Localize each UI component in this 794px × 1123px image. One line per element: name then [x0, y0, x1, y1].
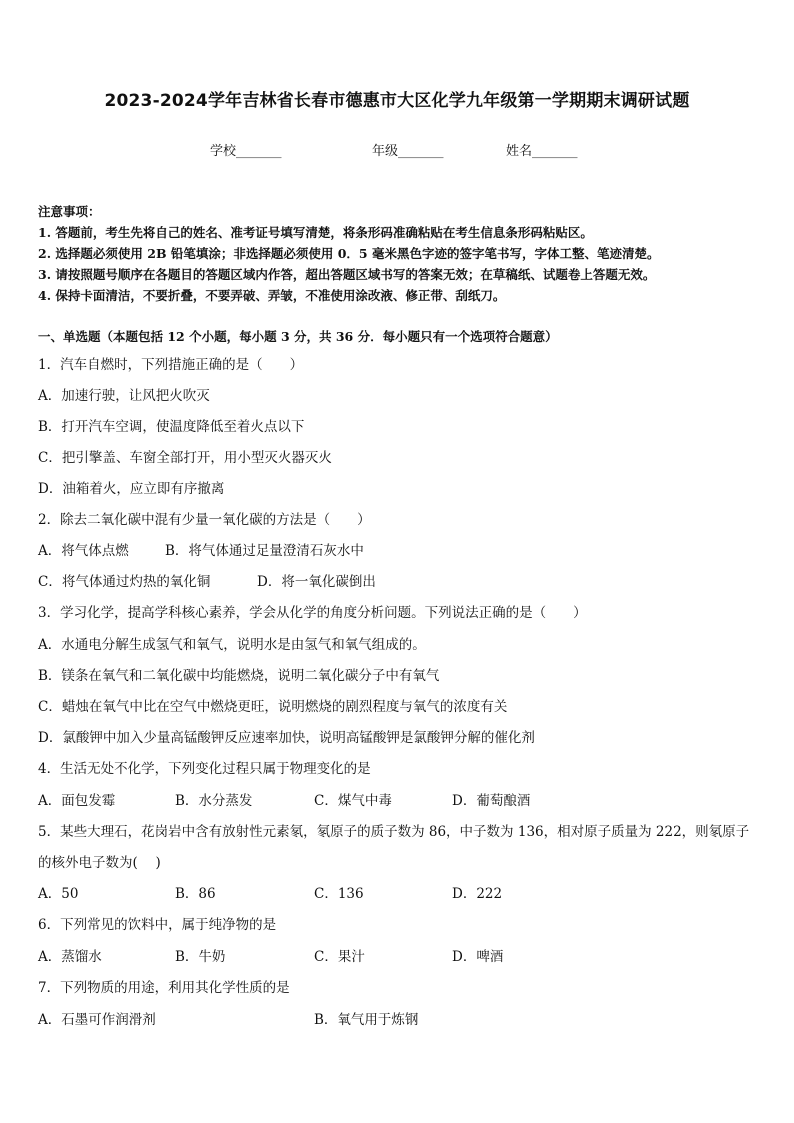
- question-2-option-d: D．将一氧化碳倒出: [257, 574, 376, 590]
- question-6-option-c: C．果汁: [314, 949, 365, 965]
- question-5-option-c: C．136: [314, 886, 364, 902]
- question-4-option-c: C．煤气中毒: [314, 793, 392, 809]
- question-4-option-d: D．葡萄酿酒: [452, 793, 531, 809]
- question-1-stem: 1．汽车自燃时，下列措施正确的是（ ）: [38, 357, 304, 373]
- question-4-option-a: A．面包发霉: [38, 793, 116, 809]
- question-3-option-d: D．氯酸钾中加入少量高锰酸钾反应速率加快，说明高锰酸钾是氯酸钾分解的催化剂: [38, 730, 535, 746]
- question-6-option-d: D．啤酒: [452, 949, 504, 965]
- name-field: 姓名_______: [506, 144, 578, 159]
- question-5-stem-line-2: 的核外电子数为( ): [38, 855, 161, 871]
- question-3-option-a: A．水通电分解生成氢气和氧气，说明水是由氢气和氧气组成的。: [38, 637, 426, 653]
- notice-item-4: 4. 保持卡面清洁，不要折叠，不要弄破、弄皱，不准使用涂改液、修正带、刮纸刀。: [38, 288, 506, 303]
- question-5-stem-line-1: 5．某些大理石，花岗岩中含有放射性元素氡，氡原子的质子数为 86，中子数为 136，相对原子质量为 222，则氡原子: [38, 824, 750, 840]
- section-title: 一、单选题（本题包括 12 个小题，每小题 3 分，共 36 分．每小题只有一个选项符合题意）: [38, 329, 558, 344]
- grade-field: 年级_______: [372, 144, 444, 159]
- question-2-stem: 2．除去二氧化碳中混有少量一氧化碳的方法是（ ）: [38, 512, 371, 528]
- question-4-stem: 4．生活无处不化学，下列变化过程只属于物理变化的是: [38, 761, 371, 777]
- question-1-option-c: C．把引擎盖、车窗全部打开，用小型灭火器灭火: [38, 450, 332, 466]
- question-1-option-b: B．打开汽车空调，使温度降低至着火点以下: [38, 419, 305, 435]
- question-7-option-b: B．氧气用于炼钢: [314, 1012, 419, 1028]
- question-6-option-a: A．蒸馏水: [38, 949, 102, 965]
- notice-heading: 注意事项：: [38, 204, 101, 219]
- question-6-stem: 6．下列常见的饮料中，属于纯净物的是: [38, 917, 277, 933]
- question-4-option-b: B．水分蒸发: [175, 793, 253, 809]
- question-1-option-d: D．油箱着火，应立即有序撤离: [38, 481, 225, 497]
- notice-item-1: 1. 答题前，考生先将自己的姓名、准考证号填写清楚，将条形码准确粘贴在考生信息条形码粘贴区。: [38, 225, 593, 240]
- question-6-option-b: B．牛奶: [175, 949, 226, 965]
- notice-item-2: 2. 选择题必须使用 2B 铅笔填涂；非选择题必须使用 0．5 毫米黑色字迹的签字笔书写，字体工整、笔迹清楚。: [38, 246, 660, 261]
- question-2-option-c: C．将气体通过灼热的氧化铜: [38, 574, 211, 590]
- question-3-stem: 3．学习化学，提高学科核心素养，学会从化学的角度分析问题。下列说法正确的是（ ）: [38, 605, 587, 621]
- question-1-option-a: A．加速行驶，让风把火吹灭: [38, 388, 210, 404]
- page-title: 2023-2024学年吉林省长春市德惠市大区化学九年级第一学期期末调研试题: [104, 91, 690, 111]
- question-3-option-b: B．镁条在氧气和二氧化碳中均能燃烧，说明二氧化碳分子中有氧气: [38, 668, 440, 684]
- school-field: 学校_______: [210, 144, 282, 159]
- question-3-option-c: C．蜡烛在氧气中比在空气中燃烧更旺，说明燃烧的剧烈程度与氧气的浓度有关: [38, 699, 508, 715]
- question-2-option-b: B．将气体通过足量澄清石灰水中: [165, 543, 364, 559]
- question-5-option-b: B．86: [175, 886, 216, 902]
- question-5-option-d: D．222: [452, 886, 503, 902]
- question-7-stem: 7．下列物质的用途，利用其化学性质的是: [38, 980, 290, 996]
- question-7-option-a: A．石墨可作润滑剂: [38, 1012, 156, 1028]
- question-2-option-a: A．将气体点燃: [38, 543, 129, 559]
- question-5-option-a: A．50: [38, 886, 79, 902]
- notice-item-3: 3. 请按照题号顺序在各题目的答题区域内作答，超出答题区域书写的答案无效；在草稿纸、试题卷上答题无效。: [38, 267, 656, 282]
